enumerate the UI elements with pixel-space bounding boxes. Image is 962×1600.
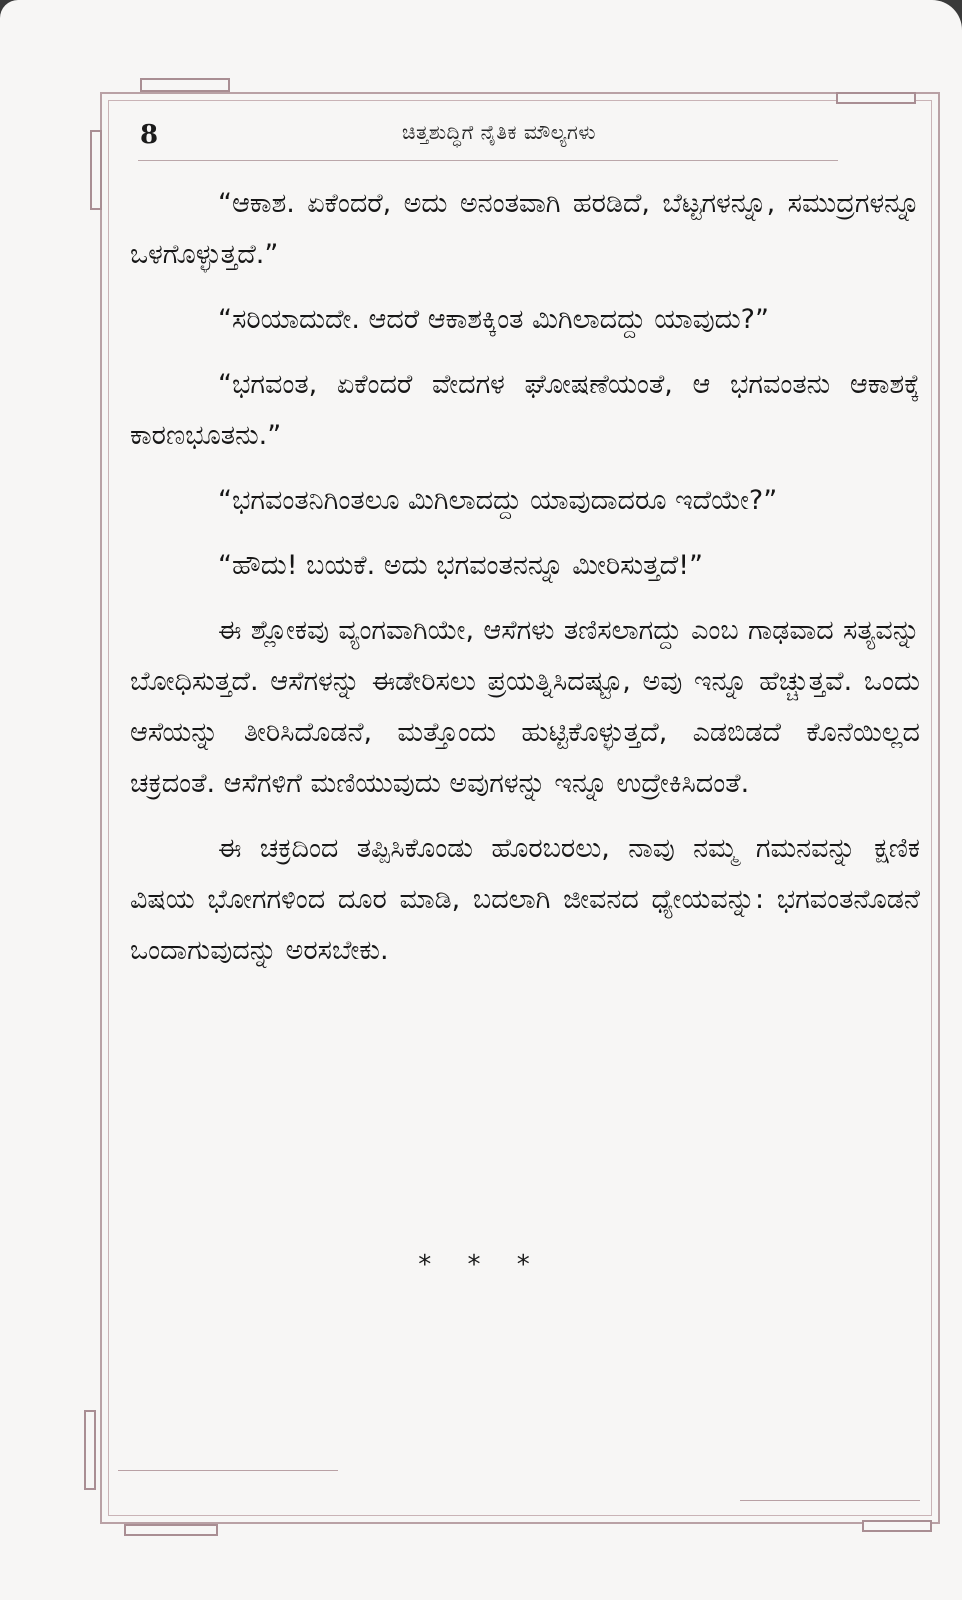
page-number: 8: [140, 120, 159, 150]
border-ornament: [836, 92, 916, 104]
paragraph: ಈ ಶ್ಲೋಕವು ವ್ಯಂಗವಾಗಿಯೇ, ಆಸೆಗಳು ತಣಿಸಲಾಗದ್ದು ಎಂಬ ಗಾಢವಾದ ಸತ್ಯವನ್ನು ಬೋಧಿಸುತ್ತದೆ. ಆಸೆಗಳನ್ನು ಈಡೇರಿಸಲು ಪ್ರಯತ್ನಿಸಿದಷ್ಟೂ, ಅವು ಇನ್ನೂ ಹೆಚ್ಚುತ್ತವೆ. ಒಂದು ಆಸೆಯನ್ನು ತೀರಿಸಿದೊಡನೆ, ಮತ್ತೊಂದು ಹುಟ್ಟಿಕೊಳ್ಳುತ್ತದೆ, ಎಡಬಿಡದೆ ಕೊನೆಯಿಲ್ಲದ ಚಕ್ರದಂತೆ. ಆಸೆಗಳಿಗೆ ಮಣಿಯುವುದು ಅವುಗಳನ್ನು ಇನ್ನೂ ಉದ್ರೇಕಿಸಿದಂತೆ.: [130, 615, 920, 799]
border-rule: [740, 1500, 920, 1501]
paragraph: “ಸರಿಯಾದುದೇ. ಆದರೆ ಆಕಾಶಕ್ಕಿಂತ ಮಿಗಿಲಾದದ್ದು ಯಾವುದು?”: [218, 304, 769, 335]
border-ornament: [862, 1520, 932, 1532]
border-ornament: [124, 1524, 218, 1536]
section-break: * * *: [418, 1250, 544, 1280]
paragraph: ಈ ಚಕ್ರದಿಂದ ತಪ್ಪಿಸಿಕೊಂಡು ಹೊರಬರಲು, ನಾವು ನಮ್ಮ ಗಮನವನ್ನು ಕ್ಷಣಿಕ ವಿಷಯ ಭೋಗಗಳಿಂದ ದೂರ ಮಾಡಿ, ಬದಲಾಗಿ ಜೀವನದ ಧ್ಯೇಯವನ್ನು: ಭಗವಂತನೊಡನೆ ಒಂದಾಗುವುದನ್ನು ಅರಸಬೇಕು.: [130, 833, 920, 966]
running-head: ಚಿತ್ತಶುದ್ಧಿಗೆ ನೈತಿಕ ಮೌಲ್ಯಗಳು: [402, 120, 597, 144]
paragraph: “ಭಗವಂತ, ಏಕೆಂದರೆ ವೇದಗಳ ಘೋಷಣೆಯಂತೆ, ಆ ಭಗವಂತನು ಆಕಾಶಕ್ಕೆ ಕಾರಣಭೂತನು.”: [130, 369, 920, 451]
body-text: [130, 178, 920, 990]
border-ornament: [140, 78, 230, 92]
paragraph: “ಭಗವಂತನಿಗಿಂತಲೂ ಮಿಗಿಲಾದದ್ದು ಯಾವುದಾದರೂ ಇದೆಯೇ?”: [218, 485, 778, 516]
header-divider: [138, 160, 838, 161]
border-ornament: [84, 1410, 96, 1490]
border-ornament: [90, 130, 102, 210]
paragraph: “ಹೌದು! ಬಯಕೆ. ಅದು ಭಗವಂತನನ್ನೂ ಮೀರಿಸುತ್ತದೆ!”: [218, 550, 704, 581]
paragraph: “ಆಕಾಶ. ಏಕೆಂದರೆ, ಅದು ಅನಂತವಾಗಿ ಹರಡಿದೆ, ಬೆಟ್ಟಗಳನ್ನೂ, ಸಮುದ್ರಗಳನ್ನೂ ಒಳಗೊಳ್ಳುತ್ತದೆ.”: [130, 188, 920, 270]
border-rule: [118, 1470, 338, 1471]
